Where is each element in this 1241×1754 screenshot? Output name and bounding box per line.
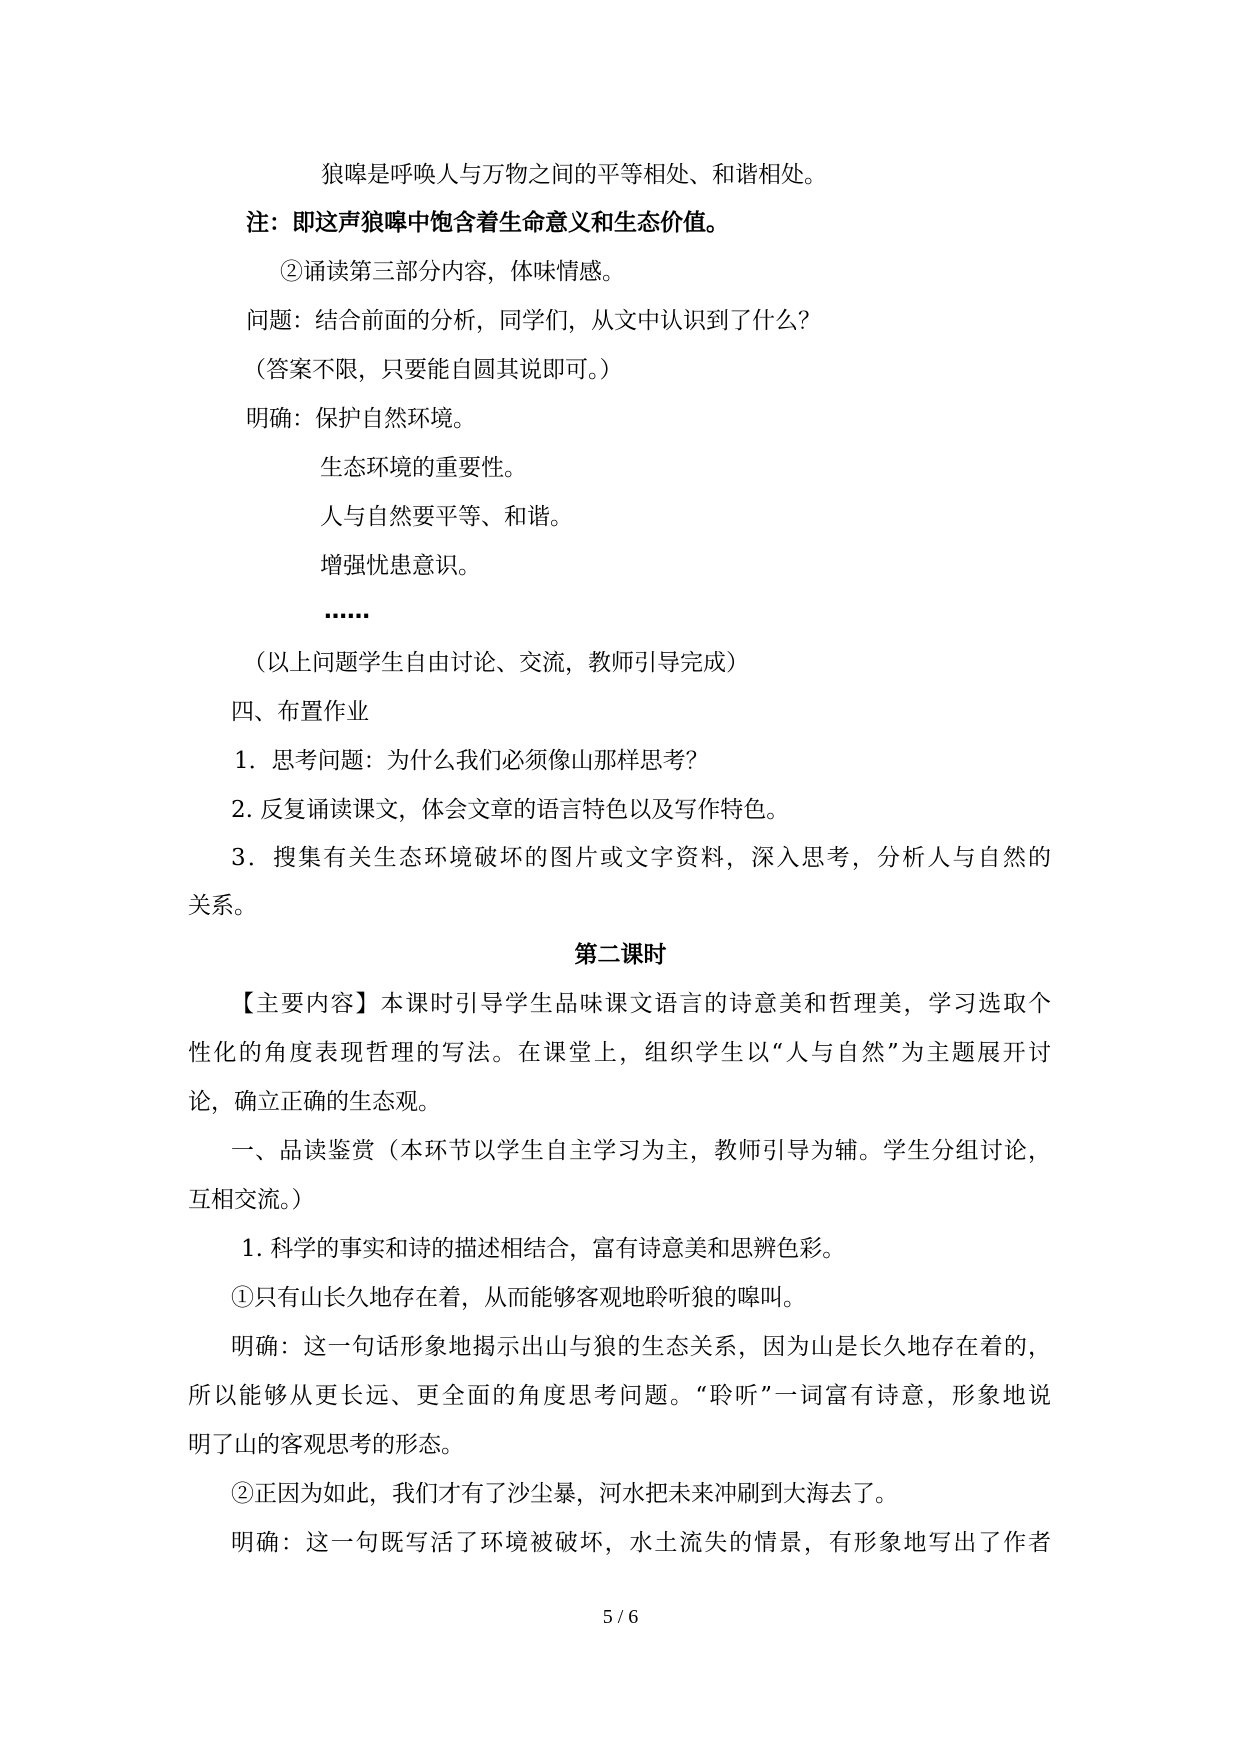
paragraph-line: 论，确立正确的生态观。 (188, 1089, 441, 1115)
text-line: 关系。 (188, 893, 257, 919)
paragraph-line: 明确：这一句既写活了环境被破坏，水土流失的情景，有形象地写出了作者 (231, 1530, 1051, 1556)
ellipsis: …… (324, 598, 370, 624)
text-line: ①只有山长久地存在着，从而能够客观地聆听狼的嗥叫。 (231, 1285, 806, 1311)
page-number: 5 / 6 (602, 1606, 639, 1628)
paragraph-line: 明确：这一句话形象地揭示出山与狼的生态关系，因为山是长久地存在着的， (231, 1334, 1051, 1360)
paragraph-line: 互相交流。） (188, 1187, 315, 1213)
text-line: ②正因为如此，我们才有了沙尘暴，河水把未来冲刷到大海去了。 (231, 1481, 898, 1507)
homework-item: 3．搜集有关生态环境破坏的图片或文字资料，深入思考，分析人与自然的 (231, 845, 1051, 871)
answer-item: 人与自然要平等、和谐。 (320, 504, 573, 530)
text-line: 1. 科学的事实和诗的描述相结合，富有诗意美和思辨色彩。 (241, 1236, 846, 1262)
lesson-title: 第二课时 (574, 942, 667, 968)
paragraph-line: 明了山的客观思考的形态。 (188, 1432, 464, 1458)
text-line: （以上问题学生自由讨论、交流，教师引导完成） (243, 650, 749, 676)
answer-line: 明确：保护自然环境。 (246, 406, 476, 432)
paragraph-line: 一、品读鉴赏（本环节以学生自主学习为主，教师引导为辅。学生分组讨论， (231, 1138, 1051, 1164)
homework-item: 1．思考问题：为什么我们必须像山那样思考？ (234, 748, 709, 774)
answer-item: 生态环境的重要性。 (320, 455, 527, 481)
text-line: ②诵读第三部分内容，体味情感。 (280, 259, 625, 285)
question-line: 问题：结合前面的分析，同学们，从文中认识到了什么？ (246, 308, 821, 334)
paragraph-line: 【主要内容】本课时引导学生品味课文语言的诗意美和哲理美，学习选取个 (231, 991, 1051, 1017)
note-line: 注：即这声狼嗥中饱含着生命意义和生态价值。 (246, 210, 729, 236)
text-line: 狼嗥是呼唤人与万物之间的平等相处、和谐相处。 (321, 162, 827, 188)
answer-item: 增强忧患意识。 (320, 553, 481, 579)
text-line: （答案不限，只要能自圆其说即可。） (243, 357, 623, 383)
homework-item: 2. 反复诵读课文，体会文章的语言特色以及写作特色。 (231, 797, 790, 823)
paragraph-line: 性化的角度表现哲理的写法。在课堂上，组织学生以“人与自然”为主题展开讨 (188, 1040, 1051, 1066)
section-heading: 四、布置作业 (231, 699, 369, 725)
paragraph-line: 所以能够从更长远、更全面的角度思考问题。“聆听”一词富有诗意，形象地说 (188, 1383, 1051, 1409)
